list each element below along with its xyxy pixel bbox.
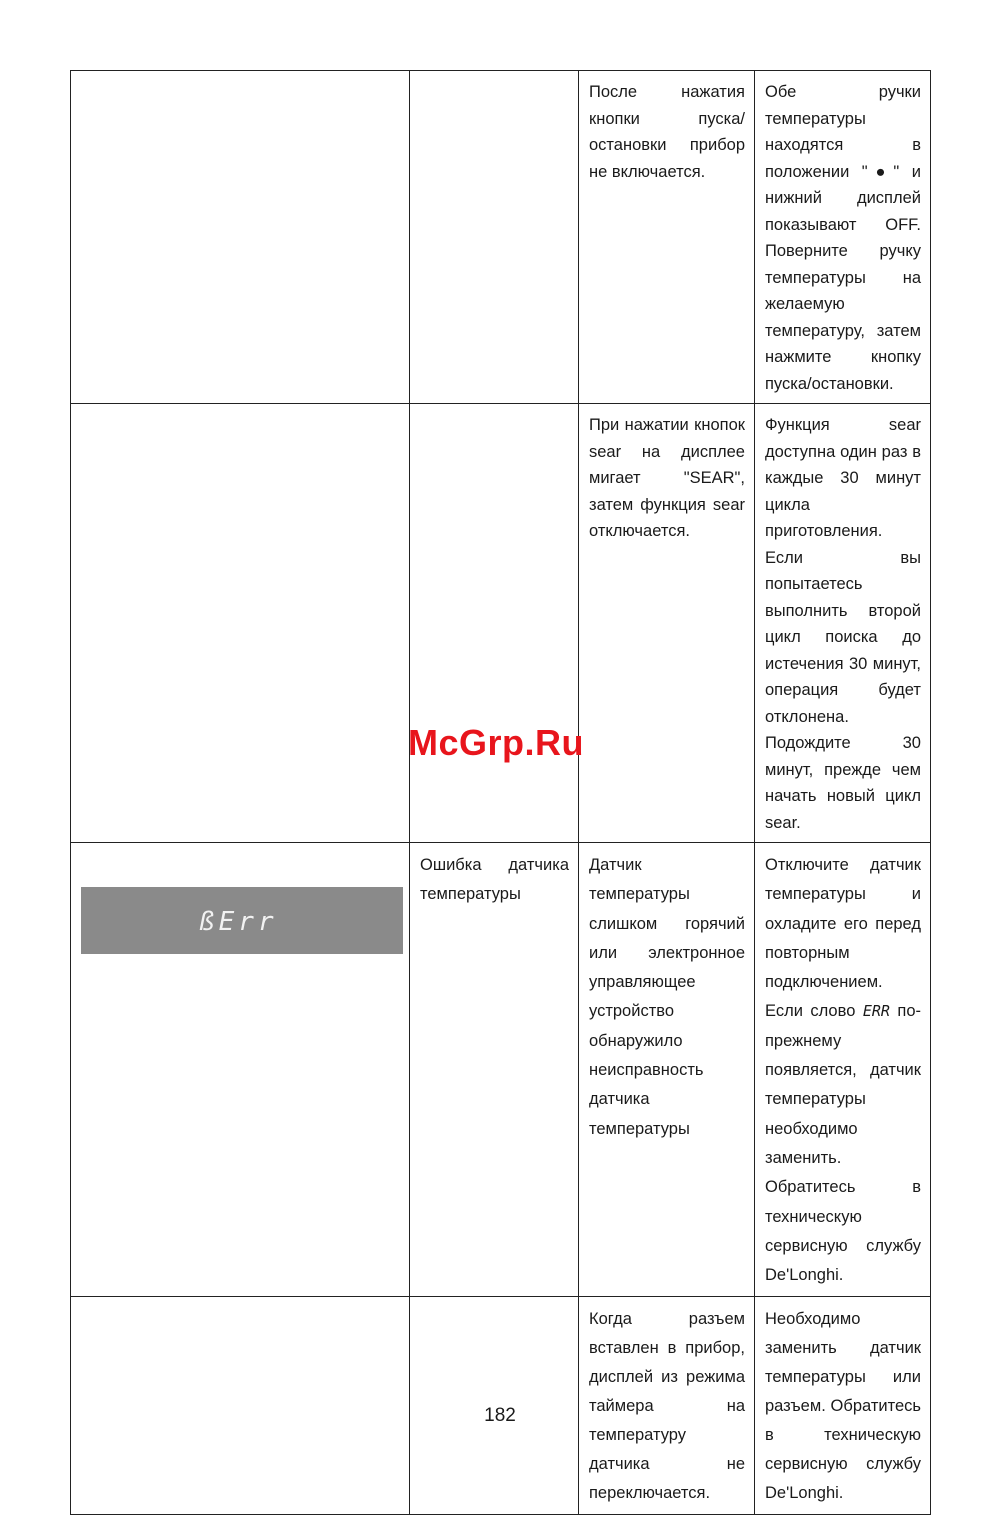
- problem-cell: Ошибка датчика температуры: [410, 843, 579, 1297]
- cause-cell: Когда разъем вставлен в прибор, дисплей из режима таймера на температуру датчика не переключается.: [579, 1297, 755, 1515]
- solution-text: Отключите датчик температуры и охладите его перед повторным подключением. Если слово ERR по-прежнему появляется, датчик температуры необходимо заменить. Обратитесь в техническую сервисную службу De'Longhi.: [765, 856, 922, 1285]
- solution-cell: [755, 843, 931, 1297]
- table-row: [71, 843, 931, 1297]
- troubleshooting-table: [70, 70, 931, 1515]
- display-cell: [71, 71, 410, 404]
- display-panel: [81, 887, 403, 954]
- solution-cell: Обе ручки температуры находятся в положении "●" и нижний дисплей показывают OFF. Поверните ручку температуры на желаемую температуру, затем нажмите кнопку пуска/остановки.: [755, 71, 931, 404]
- err-code: ERR: [862, 1002, 890, 1021]
- solution-cell: Необходимо заменить датчик температуры или разъем. Обратитесь в техническую сервисную службу De'Longhi.: [755, 1297, 931, 1515]
- cause-cell: После нажатия кнопки пуска/ остановки прибор не включается.: [579, 71, 755, 404]
- display-cell: [71, 404, 410, 843]
- problem-cell: [410, 71, 579, 404]
- table-row: [71, 71, 931, 404]
- watermark: McGrp.Ru: [408, 722, 585, 763]
- display-readout: ßErr: [199, 907, 278, 937]
- display-cell: [71, 843, 410, 1297]
- problem-cell: [410, 404, 579, 843]
- table-row: [71, 404, 931, 843]
- cause-cell: Датчик температуры слишком горячий или электронное управляющее устройство обнаружило неисправность датчика температуры: [579, 843, 755, 1297]
- cause-cell: При нажатии кнопок sear на дисплее мигает "SEAR", затем функция sear отключается.: [579, 404, 755, 843]
- solution-cell: Функция sear доступна один раз в каждые 30 минут цикла приготовления. Если вы попытаетесь выполнить второй цикл поиска до истечения 30 минут, операция будет отклонена. Подождите 30 минут, прежде чем начать новый цикл sear.: [755, 404, 931, 843]
- page-number: 182: [484, 1405, 516, 1426]
